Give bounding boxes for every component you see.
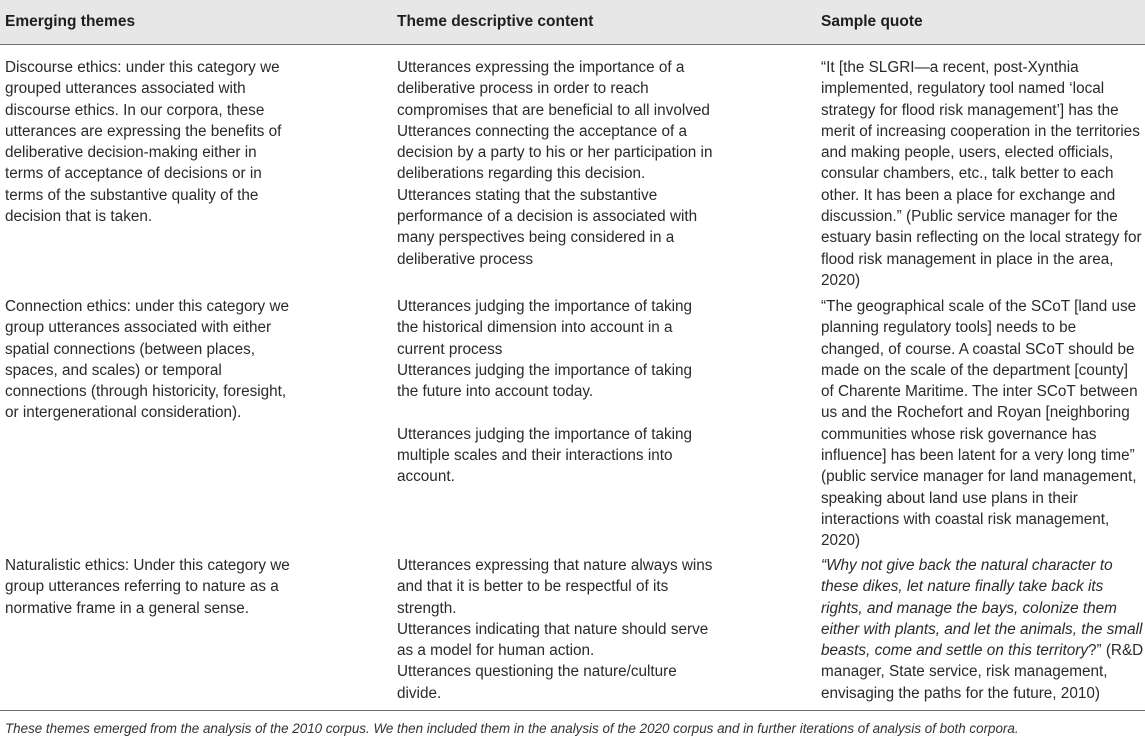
row3-content-line: and that it is better to be respectful of its <box>397 578 669 596</box>
row1-quote-line: 2020) <box>821 271 861 289</box>
row2-quote-line: of Charente Maritime. The inter SCoT between <box>821 383 1138 401</box>
row3-content-line: Utterances questioning the nature/culture <box>397 663 677 681</box>
row2-content-line: the historical dimension into account in a <box>397 319 673 337</box>
row3-quote-line: manager, State service, risk management, <box>821 663 1108 681</box>
row1-theme-line: terms of acceptance of decisions or in <box>5 165 262 183</box>
row2-quote-line: us and the Rochefort and Royan [neighboring <box>821 404 1130 422</box>
row2-theme-cell <box>5 296 375 424</box>
row1-content-line: performance of a decision is associated with <box>397 208 698 226</box>
row2-quote-line: “The geographical scale of the SCoT [land use <box>821 298 1137 315</box>
row2-quote-line: speaking about land use plans in their <box>821 489 1078 507</box>
table-bottom-rule <box>0 710 1145 711</box>
row3-quote-line: rights, and manage the bays, colonize them <box>821 599 1117 617</box>
table-header <box>0 0 1145 45</box>
row2-content-line: the future into account today. <box>397 383 594 401</box>
row2-content-line: Utterances judging the importance of taking <box>397 361 693 379</box>
row2-quote-line: changed, of course. A coastal SCoT should be <box>821 340 1135 358</box>
row2-content-line: Utterances judging the importance of taking <box>397 298 693 315</box>
row2-quote-line: interactions with coastal risk management, <box>821 510 1110 528</box>
row3-quote-cell <box>821 555 1143 704</box>
row1-content-line: decision by a party to his or her participation in <box>397 144 713 162</box>
row2-quote-line: planning regulatory tools] needs to be <box>821 319 1077 337</box>
row1-quote-line: “It [the SLGRI—a recent, post-Xynthia <box>821 59 1079 76</box>
row2-theme-line: connections (through historicity, foresight, <box>5 383 287 401</box>
row1-quote-line: discussion.” (Public service manager for the <box>821 208 1118 226</box>
row2-quote-line: influence] has been latent for a very long time” <box>821 447 1135 465</box>
row3-theme-cell <box>5 555 375 619</box>
row1-content-cell <box>397 57 807 270</box>
row1-theme-line: discourse ethics. In our corpora, these <box>5 101 265 119</box>
row2-quote-line: communities whose risk governance has <box>821 425 1097 443</box>
row2-theme-line: or intergenerational consideration). <box>5 404 242 422</box>
table-footnote: These themes emerged from the analysis of the 2010 corpus. We then included them in the analysis of the 2020 corpus and in further iterations of analysis of both corpora. <box>5 721 1019 736</box>
row2-quote-line: 2020) <box>821 532 861 550</box>
row2-content-cell <box>397 296 807 488</box>
row3-quote-line: these dikes, let nature finally take back its <box>821 578 1104 596</box>
row3-content-line: Utterances expressing that nature always wins <box>397 557 713 574</box>
row1-content-line: Utterances expressing the importance of a <box>397 59 685 76</box>
row3-content-line: Utterances indicating that nature should serve <box>397 620 709 638</box>
row2-theme-line: group utterances associated with either <box>5 319 272 337</box>
row3-theme-line: group utterances referring to nature as a <box>5 578 279 596</box>
header-theme-descriptive-content: Theme descriptive content <box>397 13 594 30</box>
row1-quote-line: consular chambers, etc., talk better to each <box>821 165 1114 183</box>
row1-quote-line: estuary basin reflecting on the local strategy for <box>821 229 1142 247</box>
row1-content-line: compromises that are beneficial to all involved <box>397 101 710 119</box>
row3-theme-line: Naturalistic ethics: Under this category we <box>5 557 290 574</box>
row3-quote-line: either with plants, and let the animals, the small <box>821 620 1143 638</box>
row2-content-spacer <box>397 402 807 423</box>
row3-quote-line: envisaging the paths for the future, 2010) <box>821 684 1100 702</box>
row2-quote-cell <box>821 296 1143 552</box>
row1-quote-line: other. It has been a place for exchange and <box>821 186 1116 204</box>
row3-content-line: as a model for human action. <box>397 642 595 660</box>
row1-theme-line: utterances are expressing the benefits of <box>5 122 282 140</box>
row1-theme-line: grouped utterances associated with <box>5 80 246 98</box>
row1-content-line: deliberative process <box>397 250 534 268</box>
row3-quote-line: “Why not give back the natural character to <box>821 557 1113 574</box>
row1-theme-line: deliberative decision-making either in <box>5 144 257 162</box>
row2-content-line: current process <box>397 340 503 358</box>
row2-content-line: account. <box>397 468 455 486</box>
row1-content-line: Utterances connecting the acceptance of a <box>397 122 687 140</box>
row1-quote-line: strategy for flood risk management’] has the <box>821 101 1119 119</box>
row3-content-line: divide. <box>397 684 442 702</box>
row1-theme-cell <box>5 57 375 227</box>
row1-content-line: deliberative process in order to reach <box>397 80 649 98</box>
row1-theme-line: decision that is taken. <box>5 208 153 226</box>
row3-content-line: strength. <box>397 599 457 617</box>
row3-content-cell <box>397 555 807 704</box>
row1-quote-line: merit of increasing cooperation in the territories <box>821 122 1140 140</box>
row3-quote-italic-segment: beasts, come and settle on this territory <box>821 642 1088 660</box>
row3-quote-line-mixed <box>821 640 1143 661</box>
row1-quote-cell <box>821 57 1143 291</box>
header-sample-quote: Sample quote <box>821 13 923 30</box>
row1-content-line: deliberations regarding this decision. <box>397 165 646 183</box>
row2-content-line: multiple scales and their interactions into <box>397 447 673 465</box>
row2-theme-line: spaces, and scales) or temporal <box>5 361 222 379</box>
row2-theme-line: spatial connections (between places, <box>5 340 256 358</box>
row1-theme-line: terms of the substantive quality of the <box>5 186 259 204</box>
row2-quote-line: (public service manager for land management, <box>821 468 1137 486</box>
row3-theme-line: normative frame in a general sense. <box>5 599 250 617</box>
row2-theme-line: Connection ethics: under this category we <box>5 298 290 315</box>
row1-quote-line: implemented, regulatory tool named ‘local <box>821 80 1105 98</box>
row1-quote-line: flood risk management in place in the area, <box>821 250 1114 268</box>
row1-content-line: Utterances stating that the substantive <box>397 186 658 204</box>
header-emerging-themes: Emerging themes <box>5 13 136 30</box>
row1-quote-line: and making people, users, elected officials, <box>821 144 1114 162</box>
row2-quote-line: made on the scale of the department [county] <box>821 361 1128 379</box>
row1-content-line: many perspectives being considered in a <box>397 229 675 247</box>
row1-theme-line: Discourse ethics: under this category we <box>5 59 280 76</box>
row3-quote-plain-segment: ?” (R&D <box>1087 642 1144 660</box>
row2-content-line: Utterances judging the importance of taking <box>397 425 693 443</box>
